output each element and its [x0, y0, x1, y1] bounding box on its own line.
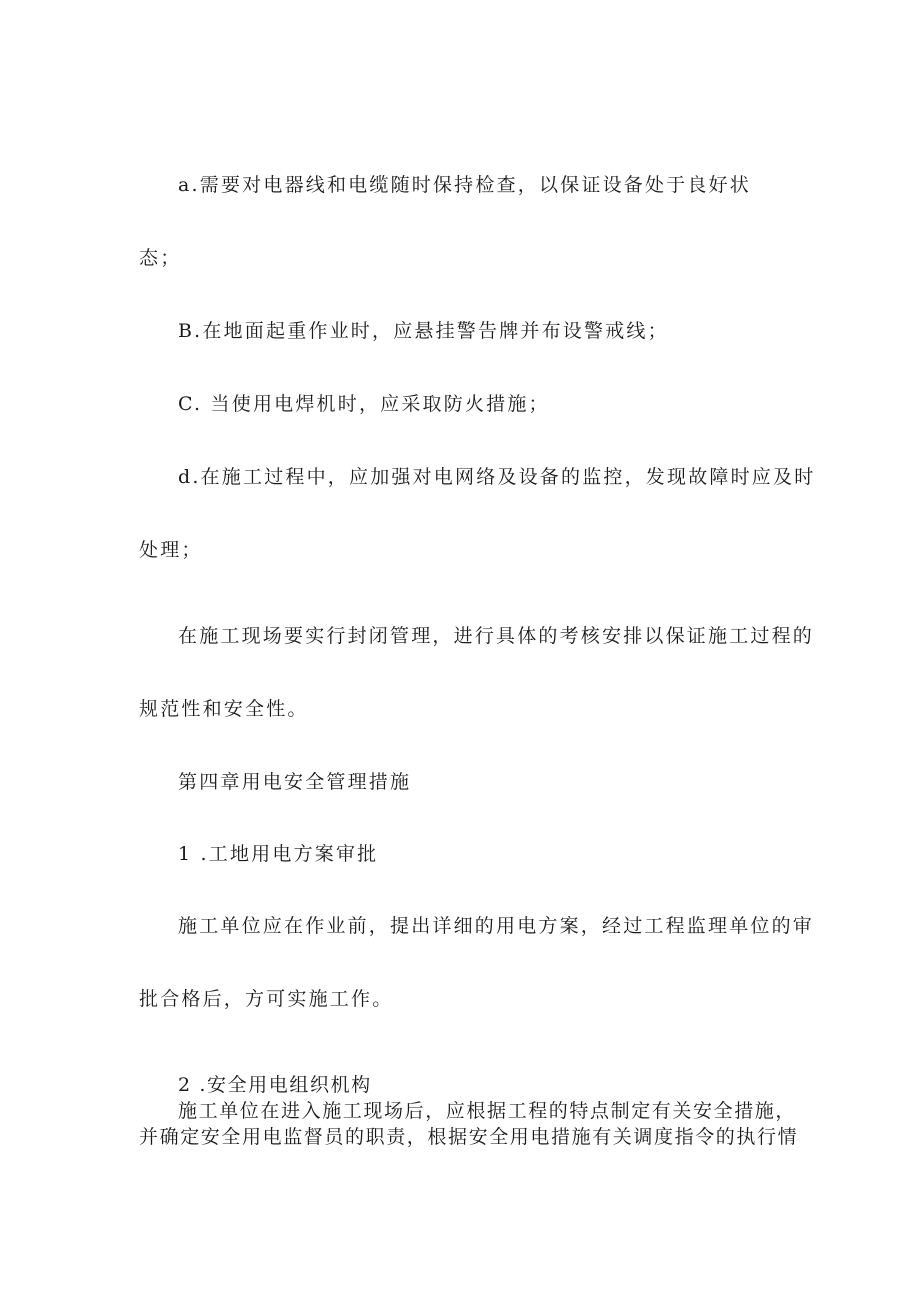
item-b: B.在地面起重作业时，应悬挂警告牌并布设警戒线；	[178, 320, 669, 342]
item-d-line-2: 处理；	[139, 539, 203, 561]
item-a-line-2: 态；	[139, 247, 182, 269]
section-heading-2: 2 .安全用电组织机构	[178, 1074, 372, 1096]
item-a-line-1: a.需要对电器线和电缆随时保持检查，以保证设备处于良好状	[178, 174, 751, 196]
section-2-paragraph-line-1: 施工单位在进入施工现场后，应根据工程的特点制定有关安全措施，	[178, 1100, 797, 1122]
section-heading-1: 1 .工地用电方案审批	[178, 843, 379, 865]
section-1-paragraph-line-2: 批合格后，方可实施工作。	[139, 988, 394, 1010]
paragraph-closed-management-line-1: 在施工现场要实行封闭管理，进行具体的考核安排以保证施工过程的	[178, 625, 815, 647]
item-d-line-1: d.在施工过程中，应加强对电网络及设备的监控，发现故障时应及时	[178, 466, 816, 488]
item-c: C. 当使用电焊机时，应采取防火措施；	[178, 393, 550, 415]
chapter-heading: 第四章用电安全管理措施	[178, 771, 412, 793]
section-1-paragraph-line-1: 施工单位应在作业前，提出详细的用电方案，经过工程监理单位的审	[178, 915, 815, 937]
section-2-paragraph-line-2: 并确定安全用电监督员的职责，根据安全用电措施有关调度指令的执行情	[139, 1126, 799, 1148]
paragraph-closed-management-line-2: 规范性和安全性。	[139, 698, 309, 720]
